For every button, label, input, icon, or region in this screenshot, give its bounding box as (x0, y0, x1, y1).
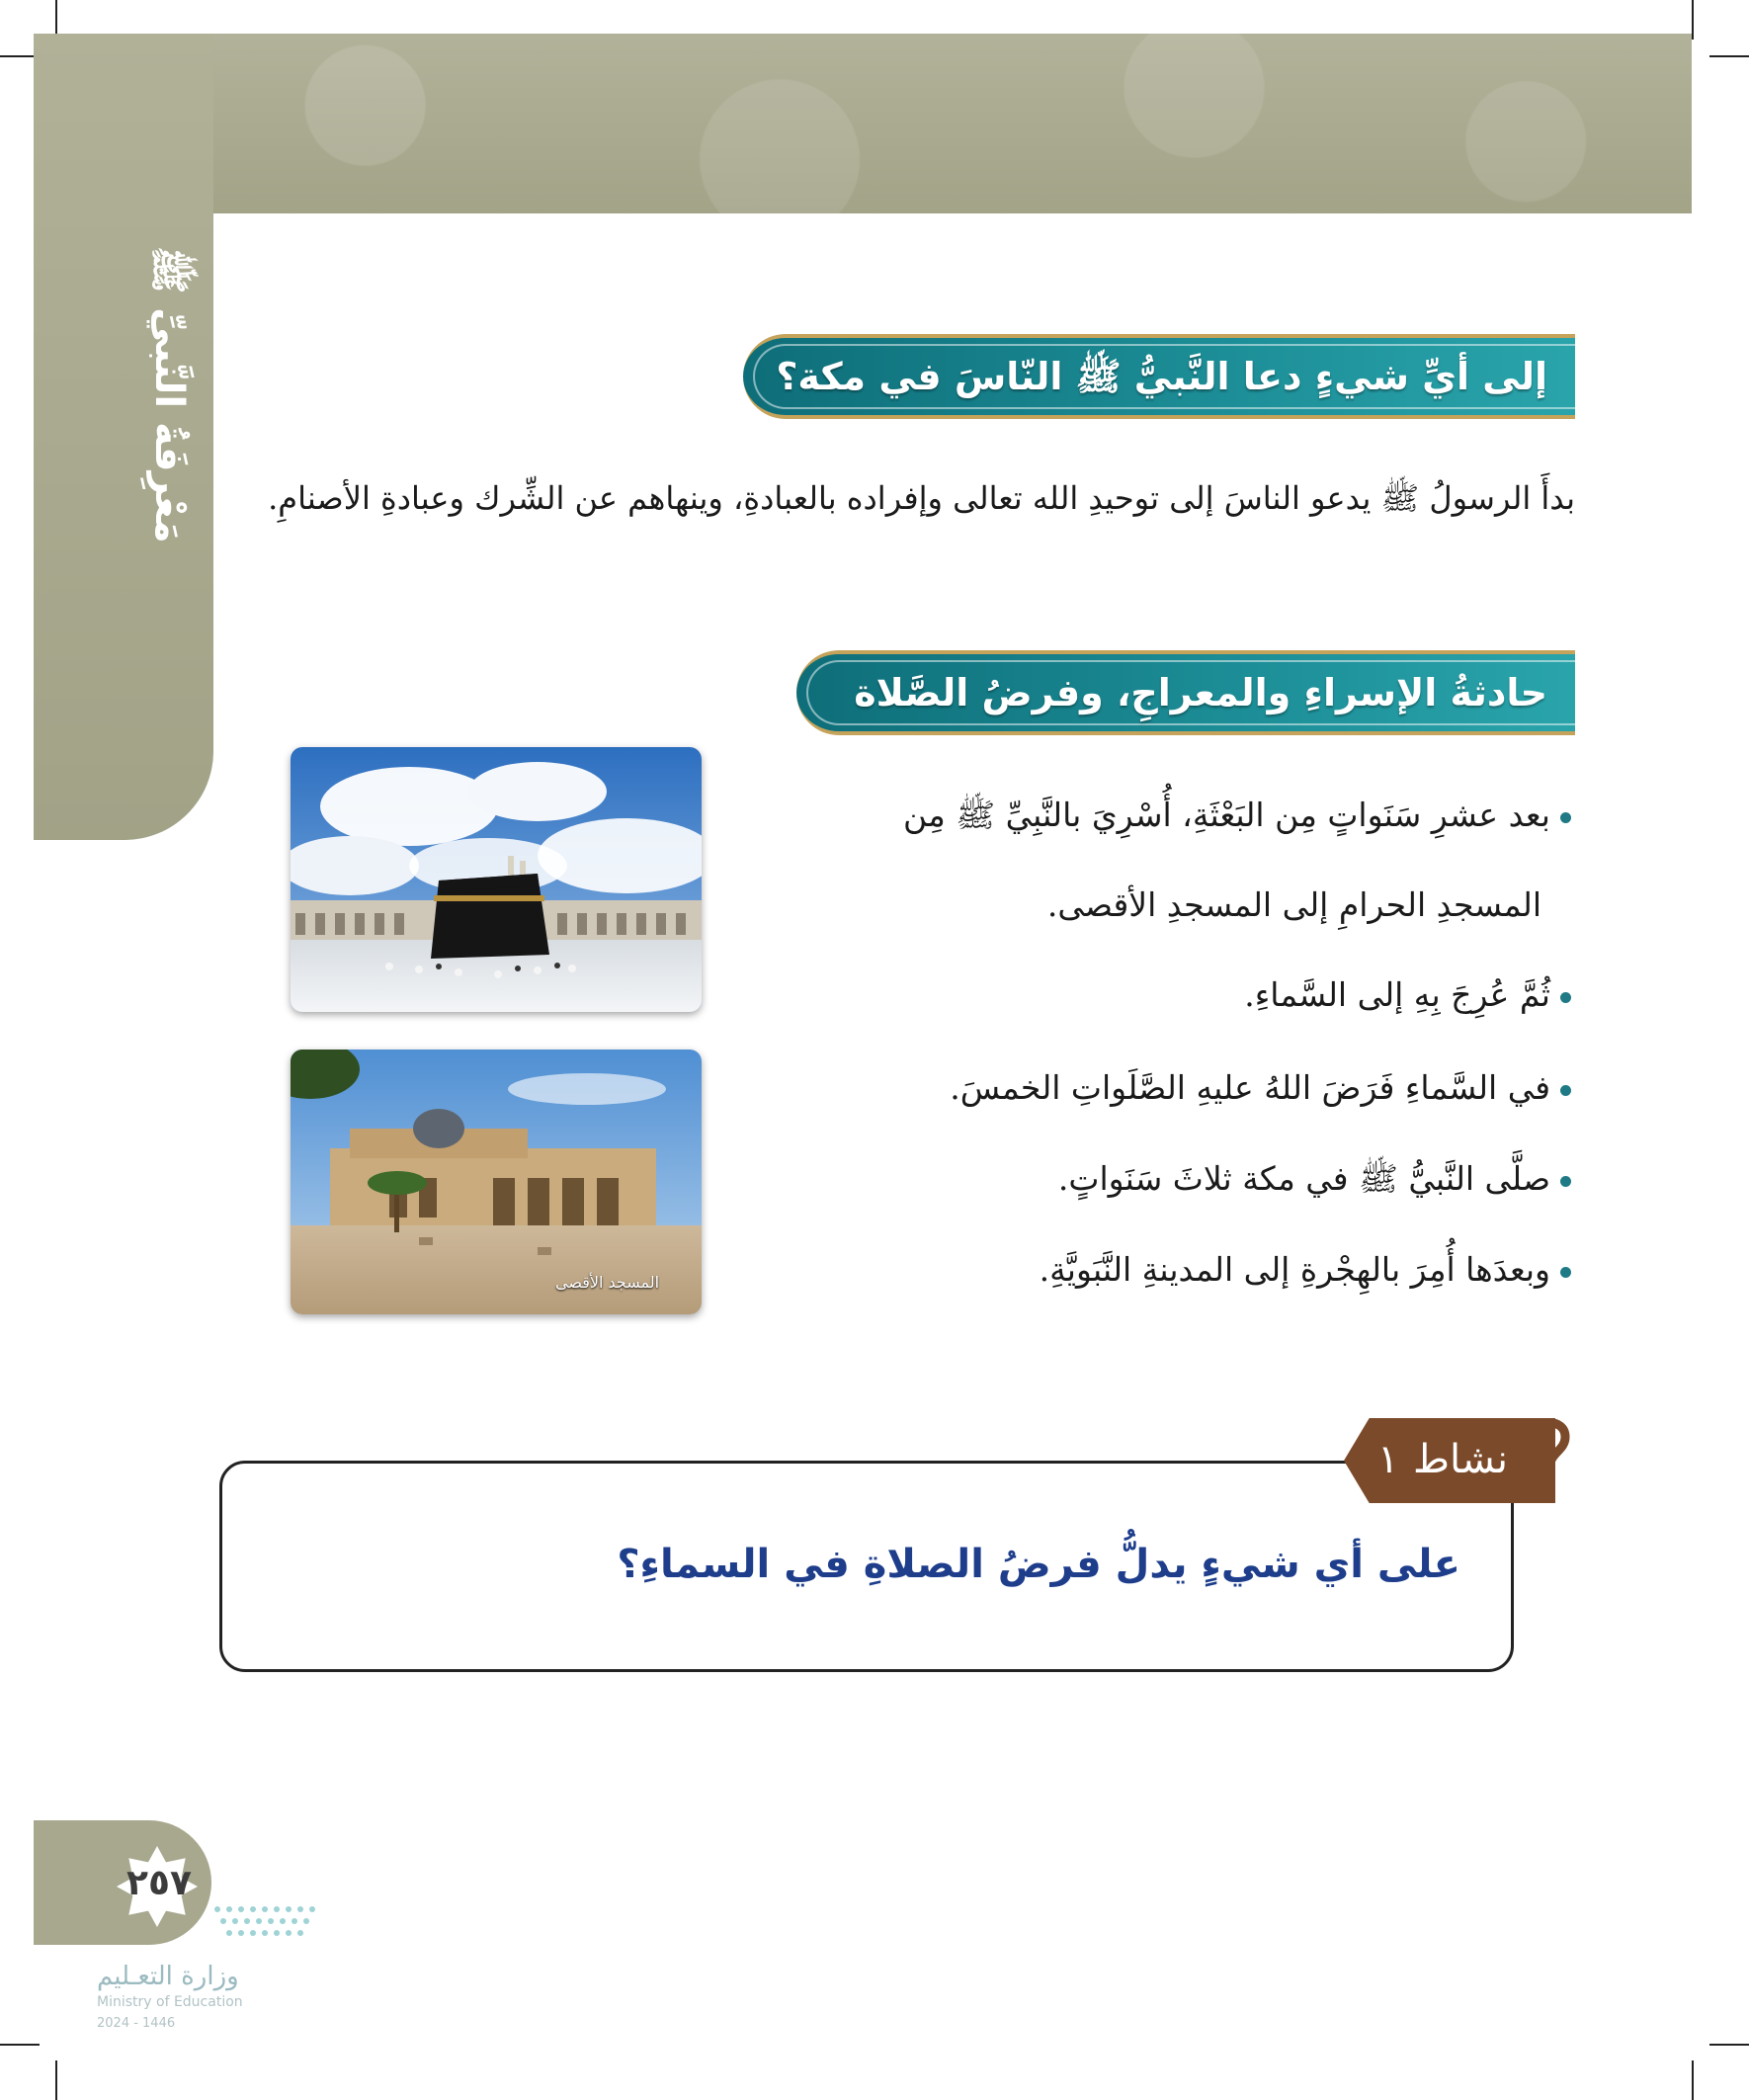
bullet-text: ثُمَّ عُرِجَ بِهِ إلى السَّماءِ. (1244, 975, 1550, 1014)
section1-paragraph: بدأَ الرسولُ ﷺ يدعو الناسَ إلى توحيدِ الله تعالى وإفراده بالعبادةِ، وينهاهم عن الشِّرك وعبادةِ الأصنامِ. (268, 479, 1575, 517)
activity-question: على أي شيءٍ يدلُّ فرضُ الصلاةِ في السماءِ؟ (617, 1542, 1460, 1587)
ministry-logo-dots (208, 1899, 326, 1949)
crop-mark (1692, 0, 1694, 40)
section1-heading: إلى أيِّ شيءٍ دعا النَّبيُّ ﷺ النّاسَ في مكة؟ (776, 355, 1547, 398)
section2-banner (796, 650, 1575, 735)
page-number: ٢٥٧ (126, 1863, 192, 1903)
crop-mark (55, 2060, 57, 2100)
ministry-name-en: Ministry of Education (97, 1994, 243, 2010)
side-chapter-title: مَعْرِفَةُ النَّبيِّ ﷺ (146, 246, 192, 544)
edition-year: 2024 - 1446 (97, 2016, 176, 2031)
aqsa-photo-caption: المسجد الأقصى (555, 1273, 660, 1292)
bullet-text: صلَّى النَّبيُّ ﷺ في مكة ثلاثَ سَنَواتٍ. (1057, 1159, 1550, 1198)
activity-number: ١ (1377, 1437, 1399, 1482)
bullet-dot (1560, 1085, 1571, 1096)
crop-mark (1692, 2060, 1694, 2100)
section2-heading: حادثةُ الإسراءِ والمعراجِ، وفرضُ الصَّلاة (854, 671, 1547, 714)
bullet-text: بعد عشرِ سَنَواتٍ مِن البَعْثَةِ، أُسْرِيَ بالنَّبِيِّ ﷺ مِن (902, 796, 1550, 834)
section1-banner (743, 334, 1575, 419)
list-item (1058, 1159, 1571, 1207)
bullet-dot (1560, 992, 1571, 1003)
activity-label: نشاط (1413, 1437, 1508, 1482)
list-item (1040, 1250, 1571, 1289)
list-item (1244, 975, 1571, 1014)
list-item (950, 1068, 1571, 1107)
bullet-text: في السَّماءِ فَرَضَ اللهُ عليهِ الصَّلَواتِ الخمسَ. (950, 1068, 1550, 1107)
bullet-dot (1560, 812, 1571, 823)
crop-mark (0, 2044, 40, 2046)
kaaba-photo (291, 747, 702, 1012)
aqsa-photo (291, 1050, 702, 1314)
ministry-name-ar: وزارة التعـليم (97, 1962, 239, 1991)
bullet-dot (1560, 1176, 1571, 1187)
bullet-text: وبعدَها أُمِرَ بالهِجْرةِ إلى المدينةِ النَّبَويَّةِ. (1039, 1250, 1550, 1289)
header-frame (34, 34, 1692, 213)
bullet-text: المسجدِ الحرامِ إلى المسجدِ الأقصى. (1046, 885, 1541, 924)
list-item (903, 796, 1571, 843)
crop-mark (1709, 55, 1749, 57)
list-item-continuation (1047, 885, 1541, 924)
crop-mark (1709, 2044, 1749, 2046)
bullet-dot (1560, 1267, 1571, 1278)
question-mark-icon (1526, 1411, 1571, 1506)
